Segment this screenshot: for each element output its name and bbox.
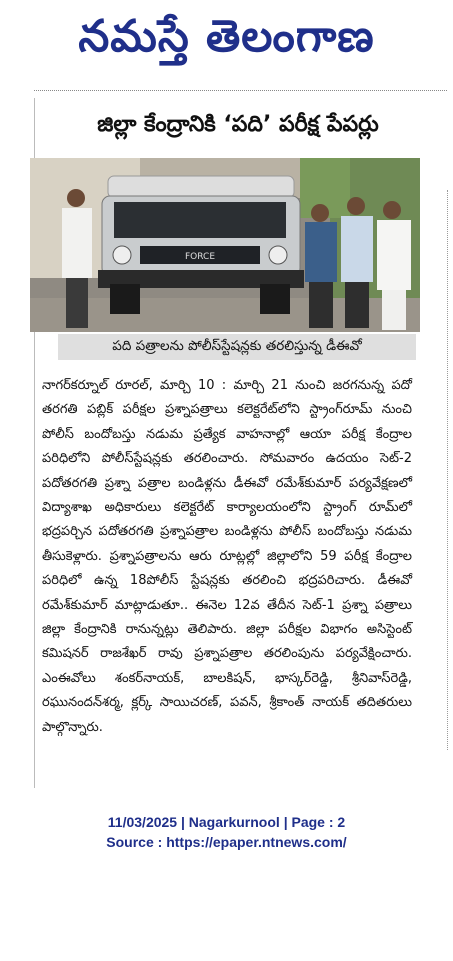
newspaper-masthead: నమస్తే తెలంగాణ <box>78 11 375 62</box>
article-body <box>42 374 412 740</box>
vehicle-badge: FORCE <box>184 252 216 262</box>
article-headline: జిల్లా కేంద్రానికి ‘పది’ పరీక్ష పేపర్లు <box>97 112 379 137</box>
page-footer <box>0 812 453 852</box>
article-paragraph: నాగర్‌కర్నూల్ రూరల్, మార్చి 10 : మార్చి 21 నుంచి జరగనున్న పదో తరగతి పబ్లిక్ పరీక్షల ప్రశ్నాపత్రాలు కలెక్టరేట్‌లోని స్ట్రాంగ్‌రూమ్ నుంచి పోలీస్ బందోబస్తు నడుమ ప్రత్యేక వాహనాల్లో ఆయా పరీక్ష కేంద్రాల పరిధిలోని పోలీస్‌స్టేషన్లకు తరలించారు. సోమవారం ఉదయం సెట్-2 పదోతరగతి ప్రశ్నా పత్రాల బండిళ్లను డీఈవో రమేశ్‌కుమార్ పర్యవేక్షణలో విద్యాశాఖ అధికారులు కలెక్టరేట్ కార్యాలయంలోని స్ట్రాంగ్ రూమ్‌లో భద్రపర్చిన పదోతరగతి ప్రశ్నాపత్రాల బండిళ్లను పోలీస్ బందోబస్తు నడుమ తీసుకెళ్లారు. ప్రశ్నాపత్రాలను ఆరు రూట్లల్లో జిల్లాలోని 59 పరీక్ష కేంద్రాల పరిధిలో ఉన్న 18పోలీస్ స్టేషన్లకు తరలించి భద్రపరిచారు. డీఈవో రమేశ్‌కుమార్ మాట్లాడుతూ.. ఈనెల 12వ తేదీన సెట్-1 ప్రశ్నా పత్రాలు జిల్లా కేంద్రానికి రానున్నట్లు తెలిపారు. జిల్లా పరీక్షల విభాగం అసిస్టెంట్ కమిషనర్ రాజశేఖర్ రావు ప్రశ్నాపత్రాల తరలింపును పర్యవేక్షించారు. ఎంఈవోలు శంకర్‌నాయక్, బాలకిషన్, భాస్కర్‌రెడ్డి, శ్రీనివాస్‌రెడ్డి, రఘునందన్‌శర్మ, క్లర్క్ సాయిచరణ్, పవన్, శ్రీకాంత్ నాయక్ తదితరులు పాల్గొన్నారు. <box>42 378 412 735</box>
photo-caption: పది పత్రాలను పోలీస్‌స్టేషన్లకు తరలిస్తున్న డీఈవో <box>58 334 416 360</box>
footer-source: Source : https://epaper.ntnews.com/ <box>106 834 347 850</box>
column-divider <box>447 190 448 750</box>
article-photo <box>30 158 420 332</box>
footer-date-edition: 11/03/2025 | Nagarkurnool | Page : 2 <box>107 814 346 830</box>
divider <box>34 90 447 92</box>
photo-police-vehicle-illustration <box>30 158 420 332</box>
